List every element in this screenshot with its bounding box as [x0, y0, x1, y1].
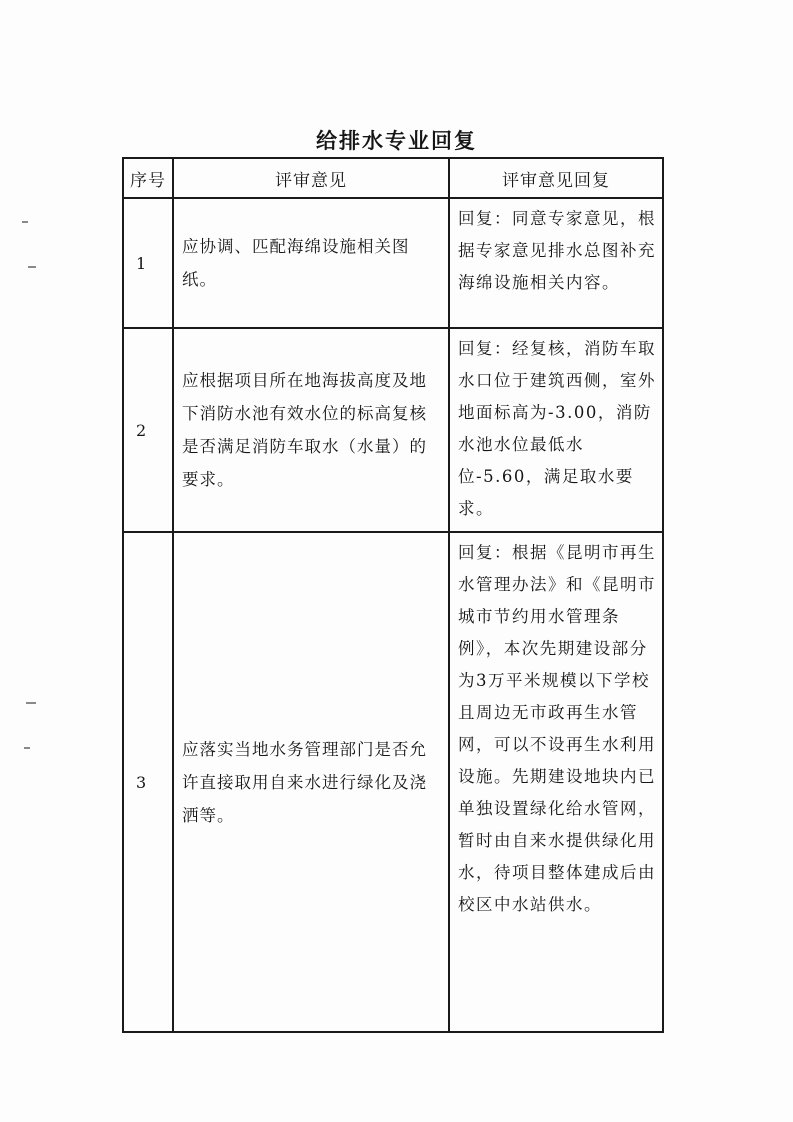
page-title: 给排水专业回复: [316, 128, 477, 153]
header-opinion-reply: 评审意见回复: [449, 158, 663, 198]
table-header-row: [123, 158, 663, 198]
reply-cell: 回复：根据《昆明市再生水管理办法》和《昆明市城市节约用水管理条例》，本次先期建设部分为3万平米规模以下学校且周边无市政再生水管网，可以不设再生水利用设施。先期建设地块内已单独设置绿化给水管网，暂时由自来水提供绿化用水，待项目整体建成后由校区中水站供水。: [449, 532, 663, 1032]
reply-cell: 回复：同意专家意见，根据专家意见排水总图补充海绵设施相关内容。: [449, 198, 663, 328]
row-number: 2: [123, 328, 173, 532]
scan-mark: [26, 702, 36, 704]
row-number: 1: [123, 198, 173, 328]
review-opinion-cell: 应根据项目所在地海拔高度及地下消防水池有效水位的标高复核是否满足消防车取水（水量）的要求。: [173, 328, 449, 532]
table-row: [123, 328, 663, 532]
table-row: [123, 532, 663, 1032]
row-number: 3: [123, 532, 173, 1032]
scan-mark: [22, 221, 28, 223]
review-opinion-cell: 应落实当地水务管理部门是否允许直接取用自来水进行绿化及浇洒等。: [173, 532, 449, 1032]
scan-mark: [28, 266, 36, 268]
reply-cell: 回复：经复核，消防车取水口位于建筑西侧，室外地面标高为-3.00，消防水池水位最低水位-5.60，满足取水要求。: [449, 328, 663, 532]
header-number: 序号: [123, 158, 173, 198]
header-review-opinion: 评审意见: [173, 158, 449, 198]
review-opinion-cell: 应协调、匹配海绵设施相关图纸。: [173, 198, 449, 328]
scan-mark: [24, 747, 30, 749]
review-table: [122, 157, 664, 1033]
table-row: [123, 198, 663, 328]
